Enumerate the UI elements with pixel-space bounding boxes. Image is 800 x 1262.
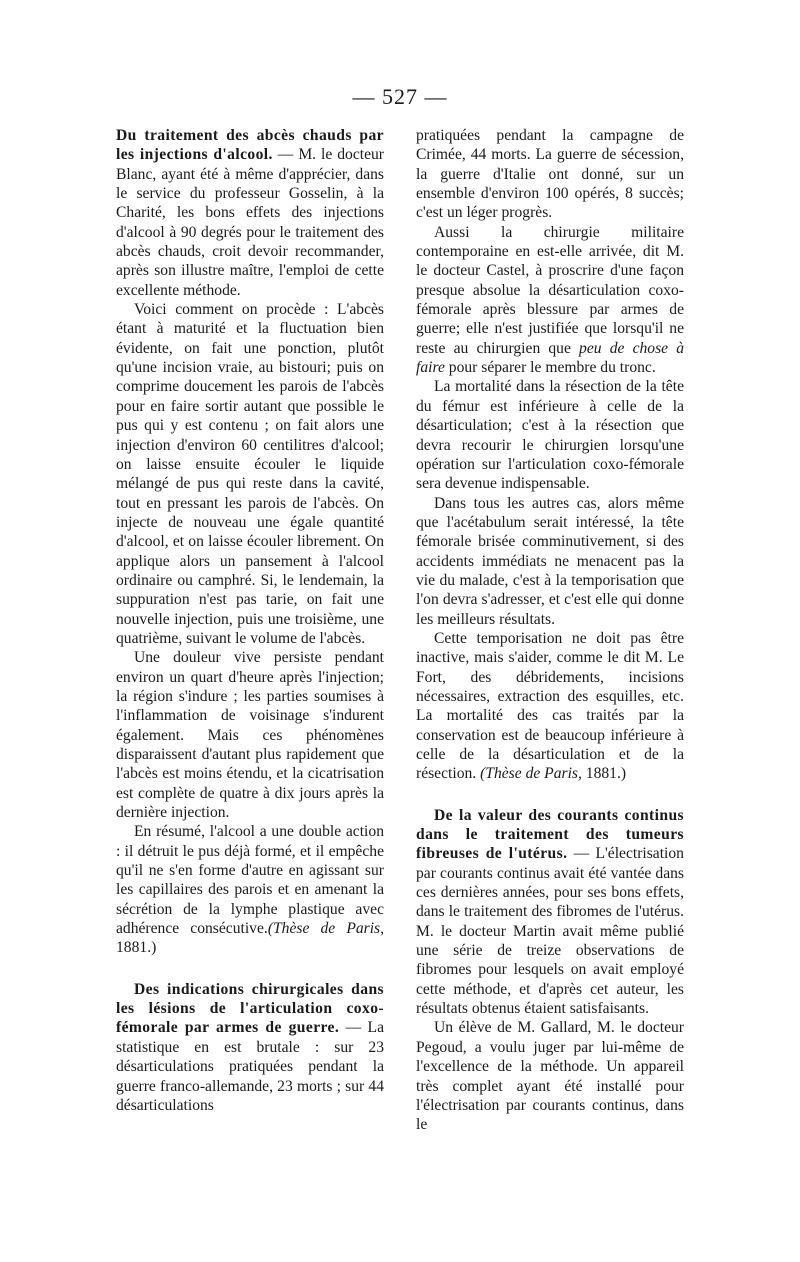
paragraph-temporisation [416,629,684,784]
paragraph-autres-cas: Dans tous les autres cas, alors même que l'acétabulum serait intéressé, la tête fémorale brisée comminutivement, si des accidents immédiats ne menacent pas la vie du malade, c'est à la temporisation que l'on devra s'adresser, et c'est elle qui donne les meilleurs résultats. [416,494,684,628]
right-column [416,126,684,1135]
citation-these-2: (Thèse de Paris, [480,765,582,783]
paragraph-mortalite-resection: La mortalité dans la résection de la tête du fémur est inférieure à celle de la désarticulation; c'est à la résection que devra recourir le chirurgien lorsqu'une opération sur l'articulation coxo-fémorale sera devenue indispensable. [416,378,684,493]
article-lead-coxo-femorale: — La statistique en est brutale : sur 23 désarticulations pratiquées pendant la guerre franco-allemande, 23 morts ; sur 44 désarticulations [116,1019,384,1114]
paragraph-chirurgie-text: Aussi la chirurgie militaire contemporaine en est-elle arrivée, dit M. le docteur Castel, à proscrire d'une façon presque absolue la désarticulation coxo-fémorale après blessure par armes de guerre; elle n'est justifiée que lorsqu'il ne reste au chirurgien que [416,223,684,357]
article-courants-continus [416,806,684,1019]
article-coxo-femorale [116,980,384,1115]
paragraph-resume-text: En résumé, l'alcool a une double action : il détruit le pus déjà formé, et il empêche qu'il ne s'en forme d'autre en agissant sur les capillaires des parois et en amenant la sécrétion de la lymphe plastique avec adhérence consécutive. [116,823,384,938]
article-lead-abces-chauds: — M. le docteur Blanc, ayant été à même d'apprécier, dans le service du professeur Gosselin, à la Charité, les bons effets des injections d'alcool à 90 degrés pour le traitement des abcès chauds, croit devoir recommander, après son illustre maître, l'emploi de cette excellente méthode. [116,146,384,299]
paragraph-gallard: Un élève de M. Gallard, M. le docteur Pegoud, a voulu juger par lui-même de l'excellence de la méthode. Un appareil très complet ayant été installé pour l'électrisation par courants continus, dans le [416,1019,684,1134]
citation-year: 1881.) [116,939,157,957]
article-abces-chauds [116,126,384,300]
paragraph-douleur: Une douleur vive persiste pendant environ un quart d'heure après l'injection; la région s'indure ; les parties soumises à l'inflammation de voisinage s'indurent également. Mais ces phénomènes disparaissent d'autant plus rapidement que l'abcès est moins étendu, et la cicatrisation est complète de quatre à dix jours après la dernière injection. [116,649,384,822]
article-title-courants-continus: De la valeur des courants continus dans le traitement des tumeurs fibreuses de l'utérus. [416,806,684,863]
article-title-coxo-femorale: Des indications chirurgicales dans les lésions de l'articulation coxo-fémorale par armes de guerre. [116,980,384,1037]
article-separator-2 [416,784,684,806]
page-number: — 527 — [352,84,448,109]
article-separator [116,958,384,980]
paragraph-chirurgie-militaire [416,223,684,378]
paragraph-campagne-crimee: pratiquées pendant la campagne de Crimée, 44 morts. La guerre de sécession, la guerre d'Italie ont donné, sur un ensemble d'environ 100 opérés, 8 succès; c'est un léger progrès. [416,127,684,222]
paragraph-chirurgie-end: pour séparer le membre du tronc. [444,359,656,377]
paragraph-resume [116,822,384,957]
article-title-abces-chauds: Du traitement des abcès chauds par les injections d'alcool. [116,127,384,164]
paragraph-temporisation-text: Cette temporisation ne doit pas être inactive, mais s'aider, comme le dit M. Le Fort, des débridements, incisions nécessaires, extraction des esquilles, etc. La mortalité des cas traités par la conservation est de beaucoup inférieure à celle de la désarticulation et de la résection. [416,629,684,783]
citation-these: (Thèse de Paris, [267,920,385,938]
citation-year-2: 1881.) [581,765,627,783]
left-column [116,126,384,1115]
paragraph-procede: Voici comment on procède : L'abcès étant à maturité et la fluctuation bien évidente, on fait une ponction, plutôt qu'une incision vraie, au bistouri; puis on comprime doucement les parois de l'abcès pour en faire sortir autant que possible le pus qui y est contenu ; on fait alors une injection d'environ 60 centilitres d'alcool; on laisse ensuite écouler le liquide mélangé de pus qui reste dans la cavité, tout en pressant les parois de l'abcès. On injecte de nouveau une égale quantité d'alcool, et on laisse écouler librement. On applique alors un pansement à l'alcool ordinaire ou camphré. Si, le lendemain, la suppuration n'est pas tarie, on fait une nouvelle injection, puis une troisième, une quatrième, suivant le volume de l'abcès. [116,301,384,647]
emphasis-peu-de-chose: peu de chose à faire [416,339,685,377]
article-lead-courants-continus: — L'électrisation par courants continus avait été vantée dans ces dernières années, pour ses bons effets, dans le traitement des fibromes de l'utérus. M. le docteur Martin avait même publié une série de treize observations de fibromes pour lesquels on avait employé cette méthode, et d'après cet auteur, les résultats obtenus étaient satisfaisants. [416,845,684,1018]
